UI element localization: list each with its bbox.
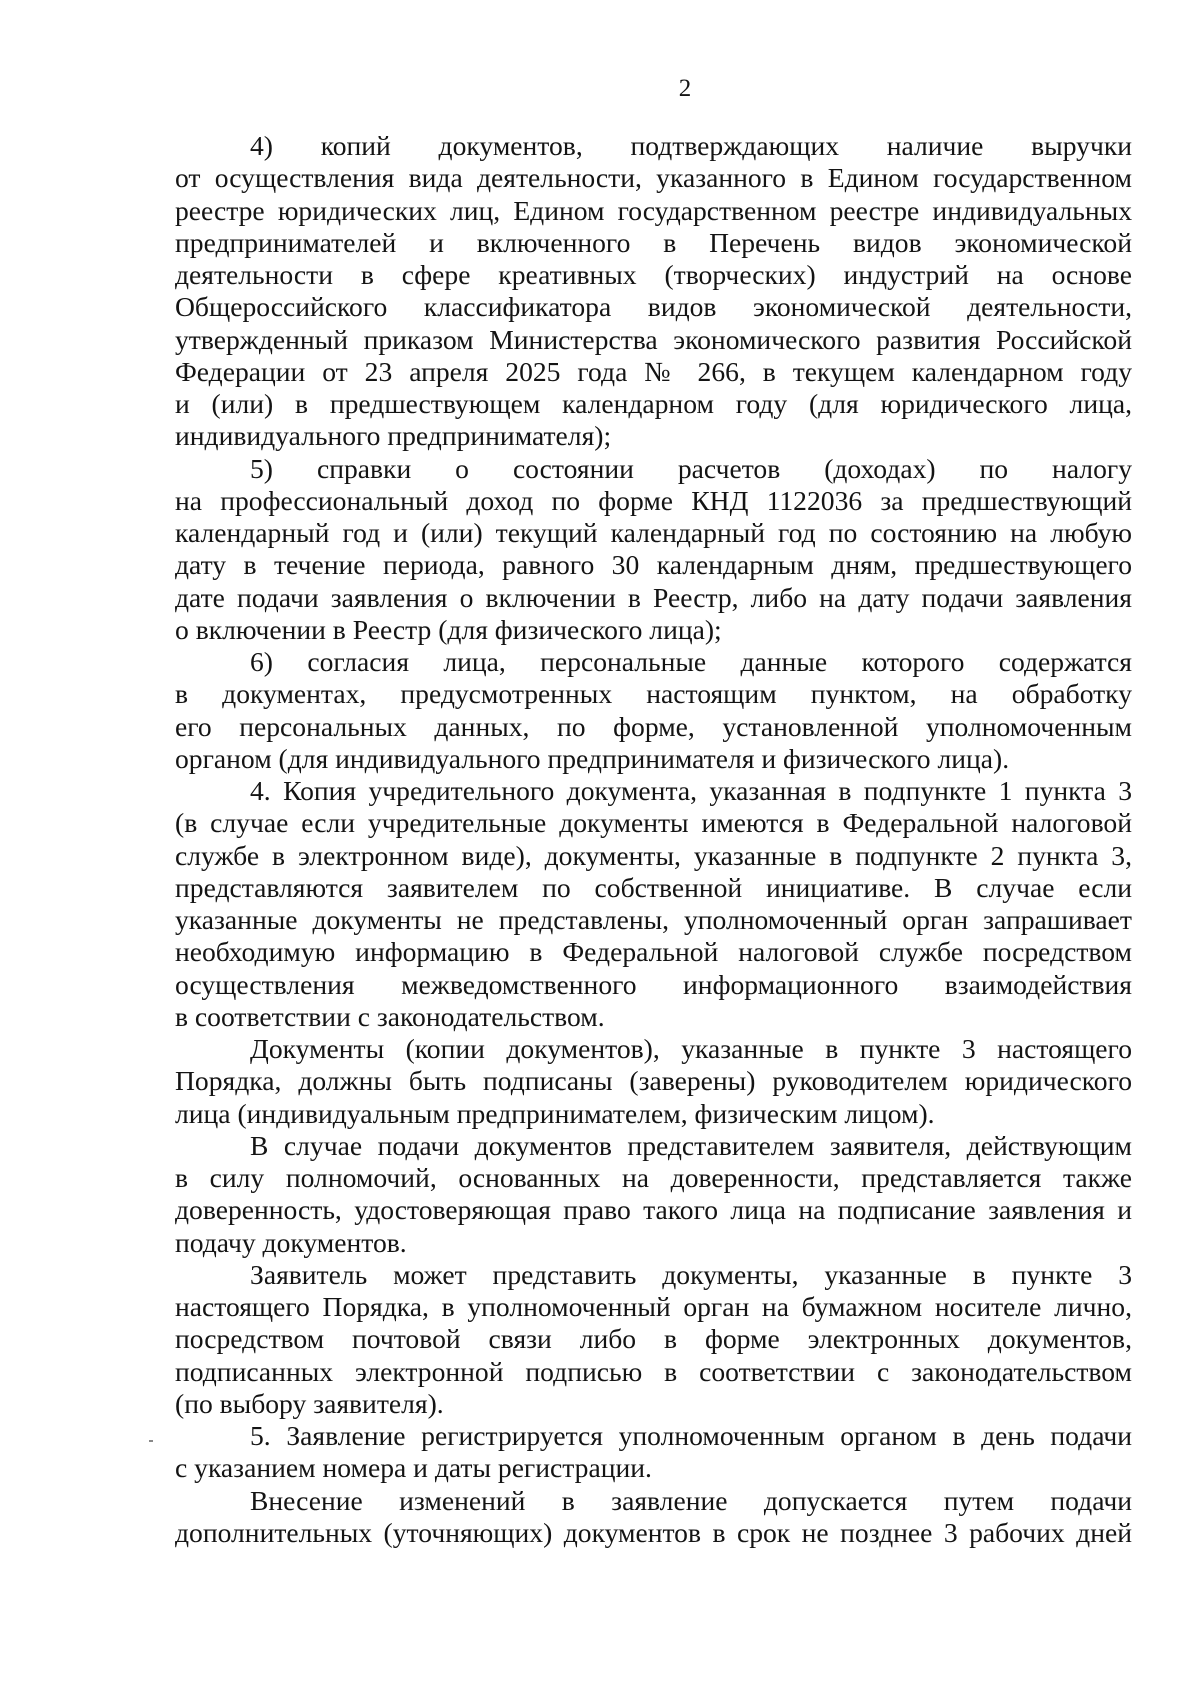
text-line: лица (индивидуальным предпринимателем, физическим лицом). (175, 1097, 935, 1129)
paragraph-item-6-consent (175, 646, 1132, 775)
text-line: календарный год и (или) текущий календарный год по состоянию на любую (175, 517, 1132, 548)
text-line: деятельности в сфере креативных (творческих) индустрий на основе (175, 259, 1132, 290)
document-body (175, 130, 1132, 1549)
text-line: в силу полномочий, основанных на доверенности, представляется также (175, 1162, 1132, 1193)
page-number: 2 (678, 75, 692, 102)
text-line: доверенность, удостоверяющая право такого лица на подписание заявления и (175, 1194, 1132, 1226)
text-line: дате подачи заявления о включении в Реестр, либо на дату подачи заявления (175, 581, 1132, 613)
paragraph-documents-signed (175, 1033, 1132, 1130)
paragraph-item-5-certificate (175, 453, 1132, 647)
scan-artifact (149, 1440, 153, 1442)
text-line: Внесение изменений в заявление допускается путем подачи (250, 1484, 1132, 1516)
text-line: органом (для индивидуального предпринимателя и физического лица). (175, 742, 1010, 774)
text-line: его персональных данных, по форме, установленной уполномоченным (175, 710, 1132, 742)
text-line: реестре юридических лиц, Едином государственном реестре индивидуальных (175, 194, 1132, 226)
text-line: указанные документы не представлены, уполномоченный орган запрашивает (175, 904, 1132, 935)
text-line: 4. Копия учредительного документа, указанная в подпункте 1 пункта 3 (250, 775, 1132, 806)
text-line: Федерации от 23 апреля 2025 года № 266, в текущем календарном году (175, 355, 1132, 387)
text-line: в соответствии с законодательством. (175, 1000, 605, 1032)
text-line: дату в течение периода, равного 30 календарным дням, предшествующего (175, 549, 1132, 581)
text-line: необходимую информацию в Федеральной налоговой службе посредством (175, 936, 1132, 968)
paragraph-amendments (175, 1485, 1132, 1550)
text-line: настоящего Порядка, в уполномоченный орган на бумажном носителе лично, (175, 1291, 1132, 1322)
text-line: Общероссийского классификатора видов экономической деятельности, (175, 291, 1132, 323)
text-line: утвержденный приказом Министерства экономического развития Российской (175, 323, 1132, 355)
text-line: службе в электронном виде), документы, указанные в подпункте 2 пункта 3, (175, 839, 1132, 871)
text-line: (по выбору заявителя). (175, 1387, 444, 1419)
text-line: о включении в Реестр (для физического лица); (175, 613, 722, 645)
paragraph-section-5 (175, 1420, 1132, 1485)
text-line: 5) справки о состоянии расчетов (доходах) по налогу (250, 452, 1132, 484)
text-line: Порядка, должны быть подписаны (заверены) руководителем юридического (175, 1065, 1132, 1097)
paragraph-submission-ways (175, 1259, 1132, 1420)
text-line: Заявитель может представить документы, указанные в пункте 3 (250, 1258, 1132, 1290)
text-line: подписанных электронной подписью в соответствии с законодательством (175, 1355, 1132, 1387)
text-line: индивидуального предпринимателя); (175, 420, 612, 452)
text-line: 6) согласия лица, персональные данные которого содержатся (250, 646, 1132, 677)
paragraph-section-4 (175, 775, 1132, 1033)
text-line: предпринимателей и включенного в Перечень видов экономической (175, 226, 1132, 258)
text-line: в документах, предусмотренных настоящим пунктом, на обработку (175, 678, 1132, 710)
text-line: подачу документов. (175, 1226, 407, 1258)
text-line: (в случае если учредительные документы имеются в Федеральной налоговой (175, 807, 1132, 839)
text-line: осуществления межведомственного информационного взаимодействия (175, 968, 1132, 1000)
paragraph-item-4-copies (175, 130, 1132, 453)
text-line: представляются заявителем по собственной инициативе. В случае если (175, 871, 1132, 903)
text-line: 5. Заявление регистрируется уполномоченным органом в день подачи (250, 1420, 1132, 1451)
text-line: В случае подачи документов представителем заявителя, действующим (250, 1129, 1132, 1161)
text-line: Документы (копии документов), указанные в пункте 3 настоящего (250, 1033, 1132, 1064)
text-line: и (или) в предшествующем календарном году (для юридического лица, (175, 388, 1132, 419)
text-line: на профессиональный доход по форме КНД 1122036 за предшествующий (175, 484, 1132, 516)
text-line: посредством почтовой связи либо в форме электронных документов, (175, 1323, 1132, 1355)
text-line: 4) копий документов, подтверждающих наличие выручки (250, 130, 1132, 161)
text-line: от осуществления вида деятельности, указанного в Едином государственном (175, 162, 1132, 194)
paragraph-representative (175, 1130, 1132, 1259)
text-line: дополнительных (уточняющих) документов в срок не позднее 3 рабочих дней (175, 1516, 1132, 1548)
text-line: с указанием номера и даты регистрации. (175, 1452, 652, 1484)
